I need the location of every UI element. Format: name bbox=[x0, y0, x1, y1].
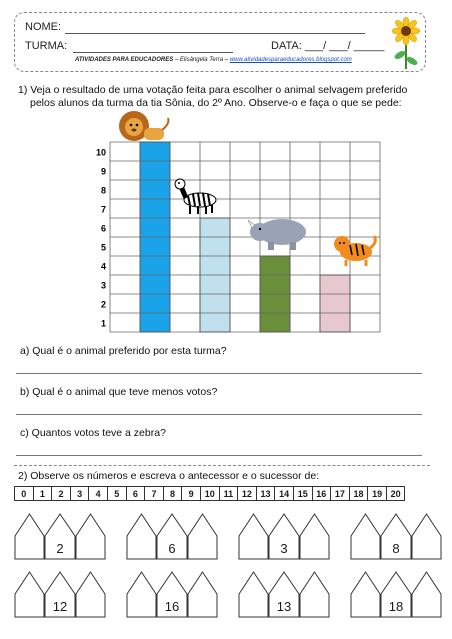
y-tick-label: 1 bbox=[100, 318, 106, 329]
header-subtitle bbox=[75, 57, 352, 63]
number-cell: 16 bbox=[312, 486, 332, 501]
number-cell: 9 bbox=[181, 486, 201, 501]
y-tick-label: 9 bbox=[100, 166, 106, 177]
sucessor-slot[interactable] bbox=[300, 594, 328, 617]
q1-text-line2: pelos alunos da turma da tia Sônia, do 2º Ano. Observe-o e faça o que se pede: bbox=[30, 97, 402, 109]
number-cell: 15 bbox=[293, 486, 313, 501]
number-cell: 3 bbox=[70, 486, 90, 501]
y-tick-label: 3 bbox=[100, 280, 106, 291]
subtitle-site[interactable]: www.atividadesparaeducadores.blogspot.com bbox=[229, 57, 352, 63]
number-cell: 0 bbox=[14, 486, 34, 501]
antecessor-slot[interactable] bbox=[240, 594, 268, 617]
q2-text: 2) Observe os números e escreva o antecessor e o sucessor de: bbox=[18, 470, 320, 482]
number-house bbox=[126, 570, 218, 618]
subtitle-author: – Elisângela Terra – bbox=[173, 57, 230, 63]
number-cell: 8 bbox=[163, 486, 183, 501]
number-cell: 11 bbox=[219, 486, 239, 501]
number-house bbox=[238, 570, 330, 618]
y-tick-label: 5 bbox=[100, 242, 106, 253]
number-cell: 10 bbox=[200, 486, 220, 501]
zebra-icon bbox=[175, 179, 216, 214]
q1-text-line1: 1) Veja o resultado de uma votação feita para escolher o animal selvagem preferido bbox=[18, 84, 408, 96]
lion-icon bbox=[119, 111, 168, 141]
number-cell: 13 bbox=[256, 486, 276, 501]
house-number: 18 bbox=[388, 598, 404, 614]
number-house bbox=[238, 512, 330, 560]
antecessor-slot[interactable] bbox=[352, 536, 380, 559]
y-tick-label: 4 bbox=[100, 261, 106, 272]
number-cell: 7 bbox=[144, 486, 164, 501]
rhino-icon bbox=[248, 219, 306, 250]
antecessor-slot[interactable] bbox=[16, 536, 44, 559]
antecessor-slot[interactable] bbox=[128, 594, 156, 617]
question-c: c) Quantos votos teve a zebra? bbox=[20, 427, 166, 439]
subtitle-brand: ATIVIDADES PARA EDUCADORES bbox=[75, 57, 174, 63]
house-number: 16 bbox=[164, 598, 180, 614]
answer-line-b[interactable] bbox=[16, 414, 422, 415]
number-cell: 5 bbox=[107, 486, 127, 501]
chart-y-ticks bbox=[96, 148, 106, 329]
number-cell: 12 bbox=[237, 486, 257, 501]
number-cell: 17 bbox=[330, 486, 350, 501]
number-house bbox=[350, 512, 442, 560]
antecessor-slot[interactable] bbox=[128, 536, 156, 559]
number-cell: 1 bbox=[33, 486, 53, 501]
number-house bbox=[14, 512, 106, 560]
number-line bbox=[14, 486, 404, 501]
sucessor-slot[interactable] bbox=[300, 536, 328, 559]
bar-tigre bbox=[320, 275, 350, 332]
house-number: 3 bbox=[280, 540, 288, 556]
number-house bbox=[350, 570, 442, 618]
number-cell: 20 bbox=[386, 486, 406, 501]
answer-line-c[interactable] bbox=[16, 455, 422, 456]
number-cell: 2 bbox=[51, 486, 71, 501]
nome-line[interactable] bbox=[65, 33, 365, 34]
y-tick-label: 2 bbox=[100, 299, 106, 310]
turma-line[interactable] bbox=[73, 52, 233, 53]
number-cell: 4 bbox=[88, 486, 108, 501]
house-number: 13 bbox=[276, 598, 292, 614]
number-cell: 18 bbox=[349, 486, 369, 501]
antecessor-slot[interactable] bbox=[16, 594, 44, 617]
number-house bbox=[126, 512, 218, 560]
number-house bbox=[14, 570, 106, 618]
question-b: b) Qual é o animal que teve menos votos? bbox=[20, 386, 218, 398]
answer-line-a[interactable] bbox=[16, 373, 422, 374]
y-tick-label: 8 bbox=[100, 185, 106, 196]
sucessor-slot[interactable] bbox=[412, 594, 440, 617]
tiger-icon bbox=[334, 236, 375, 266]
nome-label: NOME: bbox=[25, 21, 62, 33]
house-number: 6 bbox=[168, 540, 176, 556]
house-number: 12 bbox=[52, 598, 68, 614]
sucessor-slot[interactable] bbox=[412, 536, 440, 559]
turma-label: TURMA: bbox=[25, 40, 68, 52]
sucessor-slot[interactable] bbox=[76, 536, 104, 559]
sunflower-icon bbox=[391, 17, 421, 69]
house-number: 2 bbox=[56, 540, 64, 556]
number-cell: 19 bbox=[367, 486, 387, 501]
antecessor-slot[interactable] bbox=[240, 536, 268, 559]
question-a: a) Qual é o animal preferido por esta turma? bbox=[20, 345, 227, 357]
bar-chart bbox=[70, 104, 390, 336]
antecessor-slot[interactable] bbox=[352, 594, 380, 617]
sucessor-slot[interactable] bbox=[76, 594, 104, 617]
y-tick-label: 10 bbox=[95, 147, 106, 158]
number-cell: 6 bbox=[126, 486, 146, 501]
sucessor-slot[interactable] bbox=[188, 594, 216, 617]
house-number: 8 bbox=[392, 540, 400, 556]
section-divider bbox=[14, 465, 430, 466]
y-tick-label: 7 bbox=[100, 204, 106, 215]
header-box bbox=[14, 12, 426, 72]
data-label: DATA: ___/ ___/ _____ bbox=[271, 40, 385, 52]
number-cell: 14 bbox=[274, 486, 294, 501]
y-tick-label: 6 bbox=[100, 223, 106, 234]
sucessor-slot[interactable] bbox=[188, 536, 216, 559]
